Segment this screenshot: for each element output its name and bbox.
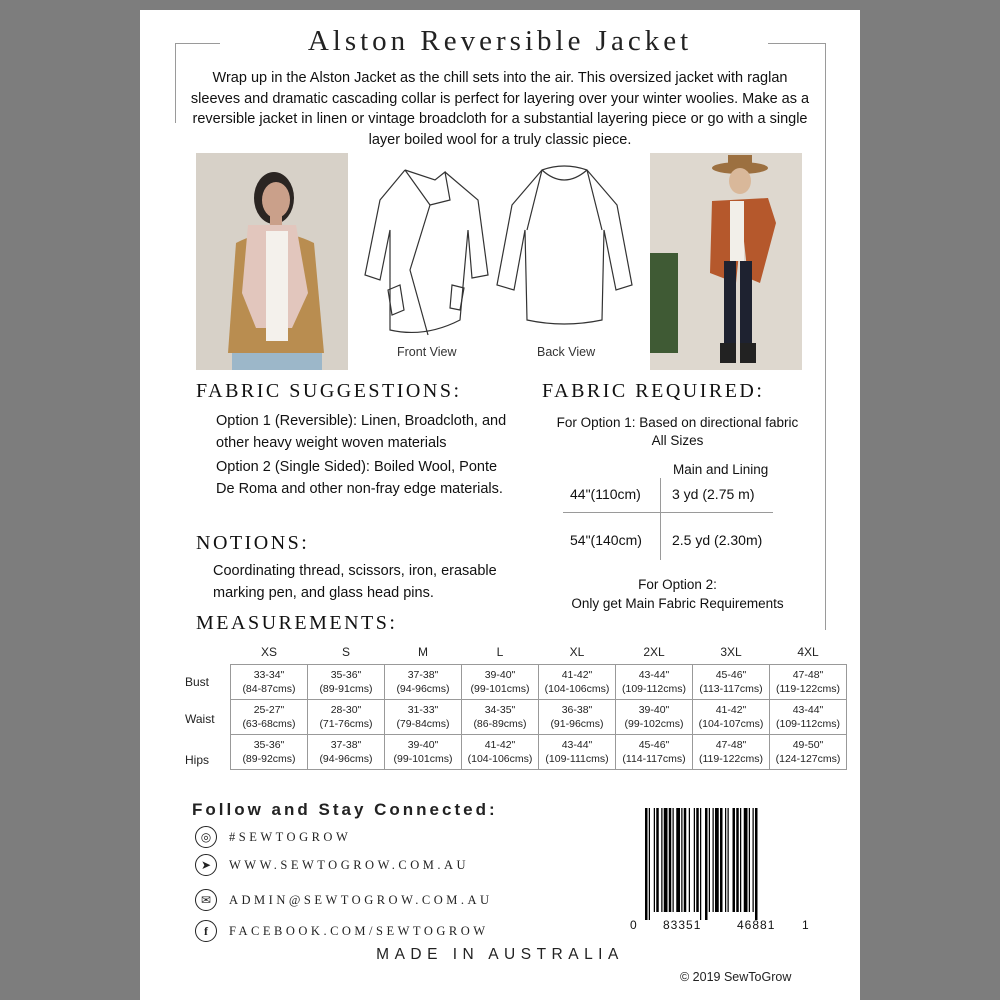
fabric-amount-44: 3 yd (2.75 m) <box>672 486 755 502</box>
barcode-bar <box>649 808 650 920</box>
fabric-width-54: 54"(140cm) <box>570 532 642 548</box>
barcode-bar <box>694 808 695 912</box>
instagram-handle: #SEWTOGROW <box>229 829 352 844</box>
barcode-bar <box>673 808 674 912</box>
measure-cell: 43-44" (109-112cms) <box>616 665 693 700</box>
size-header: 3XL <box>720 645 742 659</box>
envelope-icon: ✉ <box>195 889 217 911</box>
barcode-bar <box>744 808 748 912</box>
measure-cell: 33-34" (84-87cms) <box>231 665 308 700</box>
measure-cell: 39-40" (99-102cms) <box>616 700 693 735</box>
made-in-australia: MADE IN AUSTRALIA <box>376 946 624 963</box>
measure-cell: 47-48" (119-122cms) <box>693 735 770 770</box>
facebook-link[interactable] <box>195 920 489 942</box>
size-header: 2XL <box>643 645 665 659</box>
page-title: Alston Reversible Jacket <box>307 25 693 57</box>
barcode-bar <box>669 808 672 912</box>
measure-cell: 41-42" (104-107cms) <box>693 700 770 735</box>
barcode-bar <box>689 808 690 912</box>
measurements-heading: MEASUREMENTS: <box>196 612 398 634</box>
size-header: L <box>496 645 504 659</box>
measure-cell: 37-38" (94-96cms) <box>385 665 462 700</box>
barcode-bar <box>736 808 739 912</box>
measure-cell: 35-36" (89-91cms) <box>308 665 385 700</box>
size-header: S <box>341 645 350 659</box>
measure-cell: 45-46" (113-117cms) <box>693 665 770 700</box>
barcode-bar <box>656 808 659 912</box>
fabric-width-44: 44"(110cm) <box>570 486 641 502</box>
measure-cell: 43-44" (109-112cms) <box>770 700 847 735</box>
barcode-bar <box>684 808 687 912</box>
measure-cell: 43-44" (109-111cms) <box>539 735 616 770</box>
barcode-bar <box>753 808 754 912</box>
barcode-bar <box>664 808 668 912</box>
measure-cell: 47-48" (119-122cms) <box>770 665 847 700</box>
photo-model-rust-jacket <box>650 153 802 370</box>
barcode-bar <box>681 808 682 912</box>
facebook-icon: f <box>195 920 217 942</box>
table-row-bust <box>231 665 847 700</box>
back-view-sketch <box>492 160 637 340</box>
fabric-column-header: Main and Lining <box>673 462 769 477</box>
barcode-bar <box>749 808 750 912</box>
follow-heading: Follow and Stay Connected: <box>192 800 498 819</box>
measure-cell: 34-35" (86-89cms) <box>462 700 539 735</box>
fabric-required-heading: FABRIC REQUIRED: <box>542 380 765 402</box>
barcode-bar <box>654 808 655 912</box>
barcode-bar <box>733 808 736 912</box>
option1-requirement: For Option 1: Based on directional fabric <box>556 415 799 430</box>
barcode-bar <box>725 808 726 912</box>
measure-cell: 37-38" (94-96cms) <box>308 735 385 770</box>
row-label-hips: Hips <box>185 753 210 767</box>
size-header: 4XL <box>797 645 819 659</box>
barcode-bar <box>713 808 714 912</box>
measure-cell: 45-46" (114-117cms) <box>616 735 693 770</box>
barcode-bar <box>645 808 648 920</box>
fabric-table-hline <box>563 512 773 513</box>
measure-cell: 39-40" (99-101cms) <box>462 665 539 700</box>
option2-label: For Option 2: <box>638 577 717 592</box>
notions-text: Coordinating thread, scissors, iron, erasable marking pen, and glass head pins. <box>213 563 497 601</box>
frame-right <box>825 43 826 630</box>
barcode-digit-start: 0 <box>630 918 637 932</box>
barcode-bar <box>696 808 699 912</box>
fabric-suggestions-heading: FABRIC SUGGESTIONS: <box>196 380 462 402</box>
barcode-digit-end: 1 <box>802 918 809 932</box>
row-label-bust: Bust <box>185 675 210 689</box>
barcode-digits-left: 83351 <box>663 918 702 932</box>
size-header-row <box>231 640 847 665</box>
copyright: © 2019 SewToGrow <box>680 970 792 984</box>
intro-text: Wrap up in the Alston Jacket as the chill sets into the air. This oversized jacket with raglan sleeves and dramatic cascading collar is perfect for layering over your winter woolies. Make as a reversible jacket in linen or vintage broadcloth for a substantial layering piece or go with a single layer boiled wool for a truly classic piece. <box>190 70 810 148</box>
website-link[interactable] <box>195 854 469 876</box>
fabric-amount-54: 2.5 yd (2.30m) <box>672 532 763 548</box>
barcode-bar <box>755 808 758 920</box>
barcode-bar <box>661 808 662 912</box>
barcode <box>645 808 795 920</box>
size-header: M <box>418 645 428 659</box>
barcode-bar <box>700 808 701 920</box>
measure-cell: 31-33" (79-84cms) <box>385 700 462 735</box>
email-address: ADMIN@SEWTOGROW.COM.AU <box>229 892 493 907</box>
notions-heading: NOTIONS: <box>196 532 310 554</box>
barcode-bar <box>740 808 741 912</box>
measurements-table <box>230 640 847 770</box>
email-link[interactable] <box>195 889 493 911</box>
cursor-icon: ➤ <box>195 854 217 876</box>
front-view-sketch <box>360 160 495 340</box>
barcode-bar <box>715 808 719 912</box>
front-view-caption: Front View <box>397 345 457 359</box>
size-header: XS <box>260 645 277 659</box>
table-row-waist <box>231 700 847 735</box>
barcode-bar <box>709 808 710 912</box>
measure-cell: 41-42" (104-106cms) <box>539 665 616 700</box>
measure-cell: 39-40" (99-101cms) <box>385 735 462 770</box>
photo-model-front <box>196 153 348 370</box>
back-view-caption: Back View <box>537 345 596 359</box>
instagram-link[interactable] <box>195 826 351 848</box>
barcode-bar <box>676 808 680 912</box>
website-url: WWW.SEWTOGROW.COM.AU <box>229 857 470 872</box>
row-label-waist: Waist <box>185 712 215 726</box>
table-row-hips <box>231 735 847 770</box>
facebook-url: FACEBOOK.COM/SEWTOGROW <box>229 923 489 938</box>
measure-cell: 36-38" (91-96cms) <box>539 700 616 735</box>
barcode-bar <box>720 808 723 912</box>
fabric-option-2: Option 2 (Single Sided): Boiled Wool, Ponte De Roma and other non-fray edge materials. <box>216 459 503 497</box>
measure-cell: 49-50" (124-127cms) <box>770 735 847 770</box>
all-sizes-label: All Sizes <box>651 433 704 448</box>
measure-cell: 25-27" (63-68cms) <box>231 700 308 735</box>
barcode-bar <box>705 808 708 920</box>
measure-cell: 41-42" (104-106cms) <box>462 735 539 770</box>
barcode-digits-right: 46881 <box>737 918 776 932</box>
instagram-icon: ◎ <box>195 826 217 848</box>
measure-cell: 35-36" (89-92cms) <box>231 735 308 770</box>
barcode-bar <box>728 808 729 912</box>
fabric-option-1: Option 1 (Reversible): Linen, Broadcloth, and other heavy weight woven materials <box>216 413 507 451</box>
measure-cell: 28-30" (71-76cms) <box>308 700 385 735</box>
fabric-table-vline <box>660 478 661 560</box>
option2-requirement: Only get Main Fabric Requirements <box>571 596 784 611</box>
size-header: XL <box>569 645 585 659</box>
